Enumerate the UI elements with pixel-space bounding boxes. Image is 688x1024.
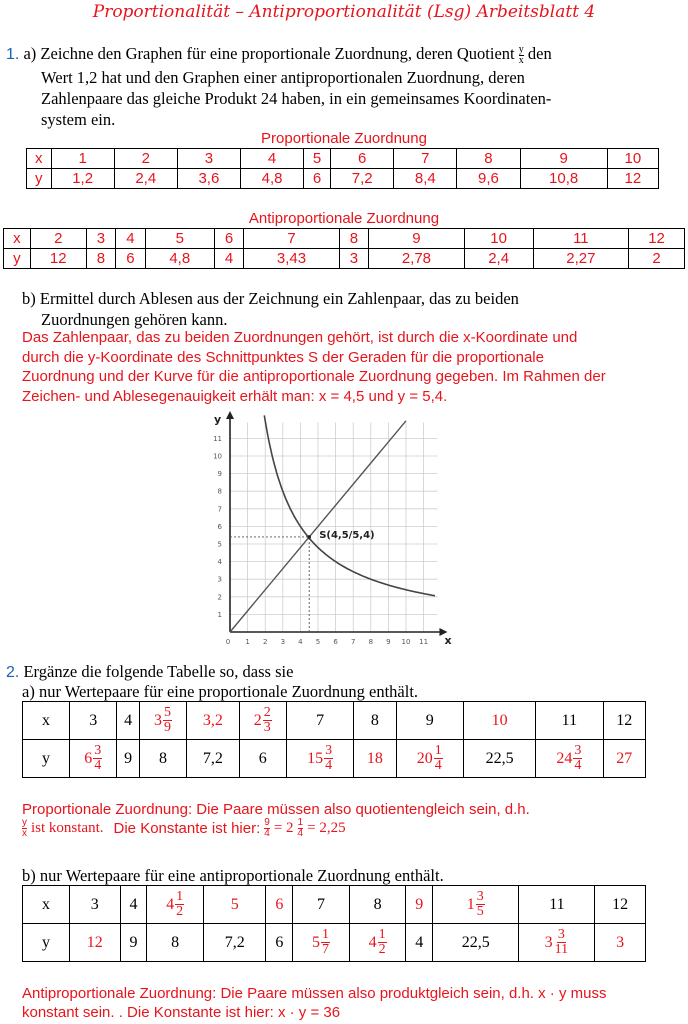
row-label: y xyxy=(27,169,52,189)
row-label: x xyxy=(27,149,52,169)
table-cell: 11 xyxy=(533,229,628,249)
x-tick-label: 3 xyxy=(280,638,286,646)
table-cell: 8 xyxy=(139,740,186,778)
table-cell: 9,6 xyxy=(457,169,520,189)
table-cell: 2 2 3 xyxy=(239,702,286,740)
table-cell: 2,27 xyxy=(533,249,628,269)
table-cell: 18 xyxy=(354,740,396,778)
table-row xyxy=(4,249,685,269)
table-cell: 9 xyxy=(520,149,607,169)
table-cell: 10 xyxy=(463,702,535,740)
table-cell: 7,2 xyxy=(203,924,266,962)
table-cell: 12 xyxy=(30,249,86,269)
table-cell: 7,2 xyxy=(187,740,239,778)
row-label: x xyxy=(4,229,31,249)
answer-line: Das Zahlenpaar, das zu beiden Zuordnungen gehört, ist durch die x-Koordinate und xyxy=(22,329,578,346)
x-tick-label: 6 xyxy=(333,638,338,646)
table-cell: 8 xyxy=(457,149,520,169)
table-cell: 2,4 xyxy=(114,169,177,189)
table-cell: 3,6 xyxy=(177,169,240,189)
task2-line1: Ergänze die folgende Tabelle so, dass sie xyxy=(23,662,294,681)
table-cell: 11 xyxy=(536,702,603,740)
table-cell: 3 xyxy=(339,249,369,269)
table-cell: 8 xyxy=(349,886,406,924)
y-tick-label: 2 xyxy=(217,593,222,602)
antiproportional-curve xyxy=(264,415,435,595)
table-cell: 6 xyxy=(214,229,244,249)
table-cell: 5 xyxy=(145,229,214,249)
page-title: Proportionalität – Antiproportionalität (Lsg) Arbeitsblatt 4 xyxy=(92,2,596,22)
task2-b-expl2: konstant sein. . Die Konstante ist hier: x · y = 36 xyxy=(22,1004,341,1021)
x-tick-label: 1 xyxy=(245,638,250,646)
task1-statement xyxy=(6,44,686,66)
nine-quarters-fraction: $\frac{9}{4}$ xyxy=(264,817,270,839)
equals-two: = 2 xyxy=(273,819,294,836)
table-cell: 3 xyxy=(595,924,646,962)
table-cell: 8,4 xyxy=(394,169,457,189)
x-tick-label: 10 xyxy=(401,638,411,646)
y-axis-label: y xyxy=(214,413,222,427)
task2-a-expl2 xyxy=(22,818,346,839)
table-cell: 2 xyxy=(114,149,177,169)
table-cell: 22,5 xyxy=(463,740,535,778)
table-cell: 12 xyxy=(603,702,645,740)
table-cell: 7,2 xyxy=(331,169,394,189)
y-tick-label: 10 xyxy=(213,452,222,461)
table-cell: 4,8 xyxy=(240,169,303,189)
answer-line: Zuordnung und der Kurve für die antiproportionale Zuordnung gegeben. Im Rahmen der xyxy=(22,368,606,385)
table-cell: 12 xyxy=(70,924,121,962)
table-cell: 1 3 5 xyxy=(433,886,519,924)
proportional-table xyxy=(26,148,659,189)
table-cell: 9 xyxy=(396,702,463,740)
row-label: x xyxy=(23,886,70,924)
table-cell: 24 3 4 xyxy=(536,740,603,778)
task2-intro xyxy=(6,662,293,683)
table-cell: 5 xyxy=(203,886,266,924)
origin-label: 0 xyxy=(225,638,231,646)
table-cell: 4 xyxy=(116,229,146,249)
table-cell: 8 xyxy=(339,229,369,249)
table-cell: 3 xyxy=(177,149,240,169)
task2-b-table xyxy=(22,885,646,962)
constant-label: Die Konstante ist hier: xyxy=(113,819,261,837)
quarter-fraction: $\frac{1}{4}$ xyxy=(297,817,304,839)
task1-a-line4: system ein. xyxy=(41,110,116,129)
table-cell: 22,5 xyxy=(433,924,519,962)
table-cell: 3 xyxy=(86,229,116,249)
yx-fraction: y x xyxy=(22,817,27,839)
intersection-point xyxy=(307,535,311,539)
y-tick-label: 4 xyxy=(217,558,222,567)
constant-text: ist konstant. xyxy=(31,819,104,836)
table-cell: 3 5 9 xyxy=(139,702,186,740)
x-tick-label: 5 xyxy=(315,638,321,646)
table-cell: 4,8 xyxy=(145,249,214,269)
table-cell: 8 xyxy=(86,249,116,269)
task1-b-line1: b) Ermittel durch Ablesen aus der Zeichnung ein Zahlenpaar, das zu beiden xyxy=(22,289,519,308)
table-cell: 5 xyxy=(304,149,331,169)
table-cell: 7 xyxy=(286,702,353,740)
table-cell: 10 xyxy=(464,229,533,249)
y-axis-arrow xyxy=(226,411,234,419)
table1-caption: Proportionale Zuordnung xyxy=(261,130,427,147)
table-row xyxy=(27,149,659,169)
table-cell: 12 xyxy=(607,169,658,189)
antiproportional-table xyxy=(3,228,685,269)
table-cell: 8 xyxy=(147,924,204,962)
table-cell: 9 xyxy=(369,229,464,249)
table-cell: 3,2 xyxy=(187,702,239,740)
table-cell: 2,78 xyxy=(369,249,464,269)
y-tick-label: 6 xyxy=(217,522,222,531)
task1-a-line3: Zahlenpaare das gleiche Produkt 24 haben, in ein gemeinsames Koordinaten- xyxy=(41,89,552,108)
table-cell: 6 xyxy=(239,740,286,778)
table-cell: 6 xyxy=(304,169,331,189)
table-row xyxy=(23,740,646,778)
table-row xyxy=(23,886,646,924)
table-cell: 6 xyxy=(266,886,293,924)
y-tick-label: 3 xyxy=(217,575,222,584)
table-cell: 3 xyxy=(70,886,121,924)
table-row xyxy=(27,169,659,189)
table-cell: 1,2 xyxy=(51,169,114,189)
row-label: y xyxy=(23,740,70,778)
table-cell: 4 xyxy=(406,924,433,962)
table-cell: 4 xyxy=(120,886,147,924)
task2-a-expl1: Proportionale Zuordnung: Die Paare müssen also quotientengleich sein, d.h. xyxy=(22,801,530,818)
table-cell: 3 xyxy=(70,702,117,740)
table-cell: 4 xyxy=(240,149,303,169)
table-cell: 9 xyxy=(406,886,433,924)
x-tick-label: 8 xyxy=(368,638,374,646)
table-cell: 11 xyxy=(519,886,595,924)
table-cell: 7 xyxy=(244,229,339,249)
row-label: y xyxy=(4,249,31,269)
x-axis-label: x xyxy=(444,634,452,647)
equals-result: = 2,25 xyxy=(307,819,346,836)
table-cell: 4 xyxy=(214,249,244,269)
row-label: y xyxy=(23,924,70,962)
intersection-label: S(4,5/5,4) xyxy=(319,529,375,541)
y-tick-label: 1 xyxy=(217,610,222,619)
table-cell: 15 3 4 xyxy=(286,740,353,778)
table2-caption: Antiproportionale Zuordnung xyxy=(248,210,440,227)
task2-number: 2. xyxy=(6,664,20,681)
table-cell: 3 3 11 xyxy=(519,924,595,962)
table-cell: 12 xyxy=(629,229,685,249)
table-cell: 4 1 2 xyxy=(349,924,406,962)
y-tick-label: 8 xyxy=(217,487,222,496)
table-row xyxy=(23,702,646,740)
task1-a-line2: Wert 1,2 hat und den Graphen einer antiproportionalen Zuordnung, deren xyxy=(41,68,525,87)
table-row xyxy=(23,924,646,962)
table-cell: 6 xyxy=(266,924,293,962)
table-cell: 1 xyxy=(51,149,114,169)
table-row xyxy=(4,229,685,249)
table-cell: 2 xyxy=(629,249,685,269)
x-tick-label: 9 xyxy=(386,638,391,646)
coordinate-graph xyxy=(205,410,450,650)
quotient-fraction: $\frac{y}{x}$ xyxy=(518,43,524,66)
task1-a-prefix: a) Zeichne den Graphen für eine proportionale Zuordnung, deren Quotient xyxy=(23,44,515,63)
table-cell: 2,4 xyxy=(464,249,533,269)
table-cell: 6 3 4 xyxy=(70,740,117,778)
table-cell: 4 xyxy=(117,702,139,740)
task1-number: 1. xyxy=(6,46,20,63)
table-cell: 9 xyxy=(120,924,147,962)
table-cell: 20 1 4 xyxy=(396,740,463,778)
x-tick-label: 11 xyxy=(419,638,429,646)
table-cell: 4 1 2 xyxy=(147,886,204,924)
task2-a-table xyxy=(22,701,646,778)
task2-b-expl1: Antiproportionale Zuordnung: Die Paare müssen also produktgleich sein, d.h. x · y muss xyxy=(22,985,607,1002)
table-cell: 27 xyxy=(603,740,645,778)
table-cell: 10,8 xyxy=(520,169,607,189)
table-cell: 6 xyxy=(331,149,394,169)
row-label: x xyxy=(23,702,70,740)
x-tick-label: 7 xyxy=(350,638,356,646)
task1-b-line2: Zuordnungen gehören kann. xyxy=(41,310,228,329)
x-tick-label: 2 xyxy=(262,638,268,646)
task1-a-suffix: den xyxy=(527,44,552,63)
answer-line: durch die y-Koordinate des Schnittpunktes S der Geraden für die proportionale xyxy=(22,348,544,366)
y-tick-label: 7 xyxy=(217,505,222,514)
y-tick-label: 11 xyxy=(213,434,222,443)
table-cell: 10 xyxy=(607,149,658,169)
x-tick-label: 4 xyxy=(298,638,303,646)
answer-line: Zeichen- und Ablesegenauigkeit erhält man: x = 4,5 und y = 5,4. xyxy=(22,387,448,405)
table-cell: 2 xyxy=(30,229,86,249)
table-cell: 9 xyxy=(117,740,139,778)
task2-b-text: b) nur Wertepaare für eine antiproportionale Zuordnung enthält. xyxy=(22,866,444,885)
table-cell: 7 xyxy=(394,149,457,169)
table-cell: 8 xyxy=(354,702,396,740)
y-tick-label: 5 xyxy=(217,540,222,549)
table-cell: 12 xyxy=(595,886,646,924)
table-cell: 7 xyxy=(293,886,350,924)
y-tick-label: 9 xyxy=(217,470,222,479)
table-cell: 5 1 7 xyxy=(293,924,350,962)
task2-a-text: a) nur Wertepaare für eine proportionale Zuordnung enthält. xyxy=(22,682,419,701)
table-cell: 3,43 xyxy=(244,249,339,269)
table-cell: 6 xyxy=(116,249,146,269)
task1-answer xyxy=(22,328,686,406)
